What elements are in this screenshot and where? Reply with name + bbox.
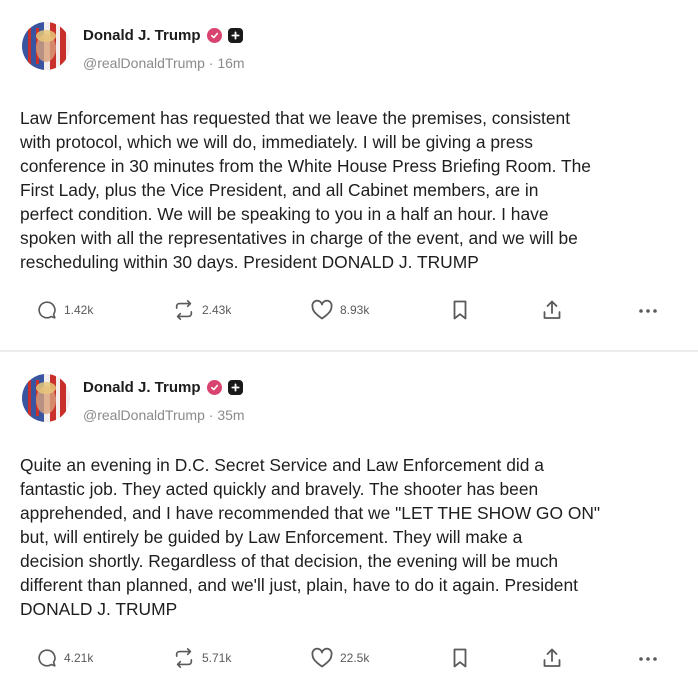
post-actions	[0, 297, 698, 323]
retruth-count: 5.71k	[202, 651, 232, 665]
retruth-button[interactable]	[172, 645, 231, 671]
more-icon	[636, 299, 660, 321]
verified-check-icon	[207, 380, 222, 395]
post-card[interactable]	[0, 352, 698, 700]
meta-separator: ·	[208, 407, 214, 423]
post-meta	[83, 407, 245, 423]
meta-separator: ·	[208, 55, 214, 71]
post-actions	[0, 645, 698, 671]
avatar[interactable]	[22, 374, 70, 422]
more-icon	[636, 647, 660, 669]
reply-count: 1.42k	[64, 303, 94, 317]
heart-icon	[310, 647, 334, 669]
bookmark-button[interactable]	[450, 645, 470, 671]
avatar-flag-image	[22, 22, 70, 70]
author-name[interactable]: Donald J. Trump	[83, 379, 201, 396]
share-icon	[541, 647, 563, 669]
bookmark-icon	[450, 647, 470, 669]
plus-badge-icon	[228, 380, 243, 395]
reply-icon	[36, 299, 58, 321]
like-count: 8.93k	[340, 303, 370, 317]
more-options-button[interactable]	[636, 645, 660, 671]
post-timestamp[interactable]: 16m	[217, 55, 245, 71]
heart-icon	[310, 299, 334, 321]
author-handle[interactable]: @realDonaldTrump	[83, 55, 205, 71]
plus-badge-icon	[228, 28, 243, 43]
retruth-icon	[172, 647, 196, 669]
retruth-button[interactable]	[172, 297, 231, 323]
like-button[interactable]	[310, 297, 369, 323]
retruth-count: 2.43k	[202, 303, 232, 317]
retruth-icon	[172, 299, 196, 321]
reply-icon	[36, 647, 58, 669]
bookmark-button[interactable]	[450, 297, 470, 323]
like-button[interactable]	[310, 645, 369, 671]
avatar[interactable]	[22, 22, 70, 70]
more-options-button[interactable]	[636, 297, 660, 323]
post-text: Law Enforcement has requested that we leave the premises, consistent with protocol, which we will do, immediately. I will be giving a press conference in 30 minutes from the White House Press Briefing Room. The First Lady, plus the Vice President, and all Cabinet members, are in perfect condition. We will be speaking to you in a half an hour. I have spoken with all the representatives in charge of the event, and we will be rescheduling within 30 days. President DONALD J. TRUMP	[20, 108, 591, 272]
reply-count: 4.21k	[64, 651, 94, 665]
share-button[interactable]	[541, 297, 563, 323]
verified-check-icon	[207, 28, 222, 43]
post-meta	[83, 55, 245, 71]
bookmark-icon	[450, 299, 470, 321]
share-button[interactable]	[541, 645, 563, 671]
avatar-flag-image	[22, 374, 70, 422]
author-handle[interactable]: @realDonaldTrump	[83, 407, 205, 423]
post-timestamp[interactable]: 35m	[217, 407, 245, 423]
post-text: Quite an evening in D.C. Secret Service and Law Enforcement did a fantastic job. They acted quickly and bravely. The shooter has been apprehended, and I have recommended that we "LET THE SHOW GO ON" but, will entirely be guided by Law Enforcement. They will make a decision shortly. Regardless of that decision, the evening will be much different than planned, and we'll just, plain, have to do it again. President DONALD J. TRUMP	[20, 455, 601, 619]
reply-button[interactable]	[36, 297, 93, 323]
author-name[interactable]: Donald J. Trump	[83, 27, 201, 44]
reply-button[interactable]	[36, 645, 93, 671]
like-count: 22.5k	[340, 651, 370, 665]
share-icon	[541, 299, 563, 321]
